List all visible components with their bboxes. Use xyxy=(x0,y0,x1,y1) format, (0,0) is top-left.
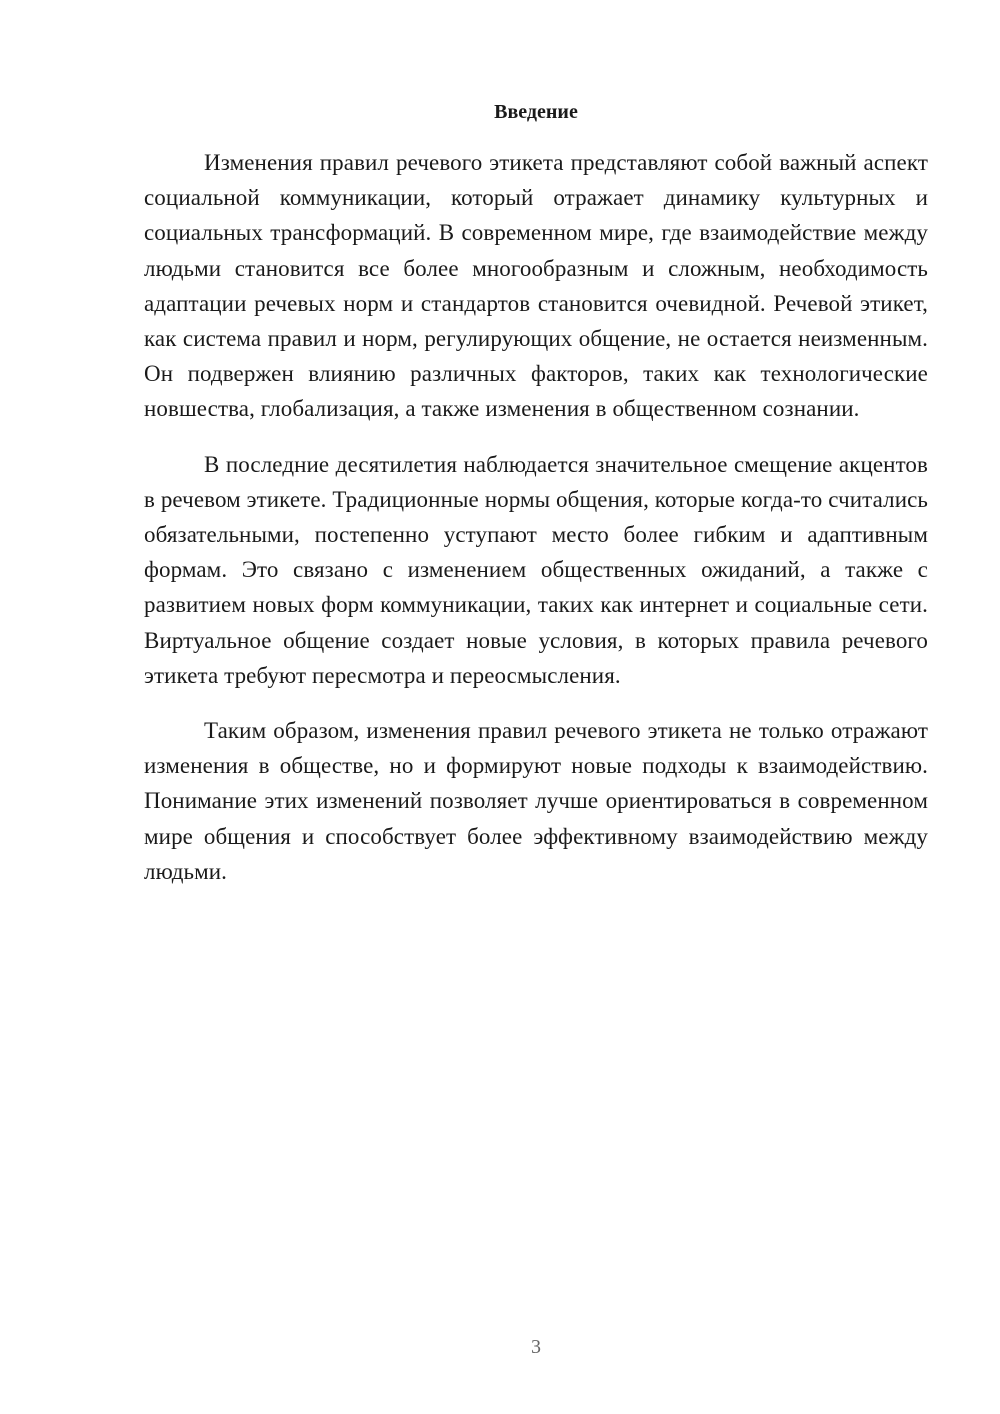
body-text xyxy=(144,145,928,889)
page-number: 3 xyxy=(531,1336,541,1358)
paragraph-3: Таким образом, изменения правил речевого этикета не только отражают изменения в обществе, но и формируют новые подходы к взаимодействию. Понимание этих изменений позволяет лучше ориентироваться в современном мире общения и способствует более эффективному взаимодействию между людьми. xyxy=(144,718,928,884)
paragraph-2: В последние десятилетия наблюдается значительное смещение акцентов в речевом этикете. Традиционные нормы общения, которые когда-то считались обязательными, постепенно уступают место более гибким и адаптивным формам. Это связано с изменением общественных ожиданий, а также с развитием новых форм коммуникации, таких как интернет и социальные сети. Виртуальное общение создает новые условия, в которых правила речевого этикета требуют пересмотра и переосмысления. xyxy=(144,451,928,688)
section-title: Введение xyxy=(494,101,578,123)
paragraph-1: Изменения правил речевого этикета представляют собой важный аспект социальной коммуникации, который отражает динамику культурных и социальных трансформаций. В современном мире, где взаимодействие между людьми становится все более многообразным и сложным, необходимость адаптации речевых норм и стандартов становится очевидной. Речевой этикет, как система правил и норм, регулирующих общение, не остается неизменным. Он подвержен влиянию различных факторов, таких как технологические новшества, глобализация, а также изменения в общественном сознании. xyxy=(144,150,928,422)
